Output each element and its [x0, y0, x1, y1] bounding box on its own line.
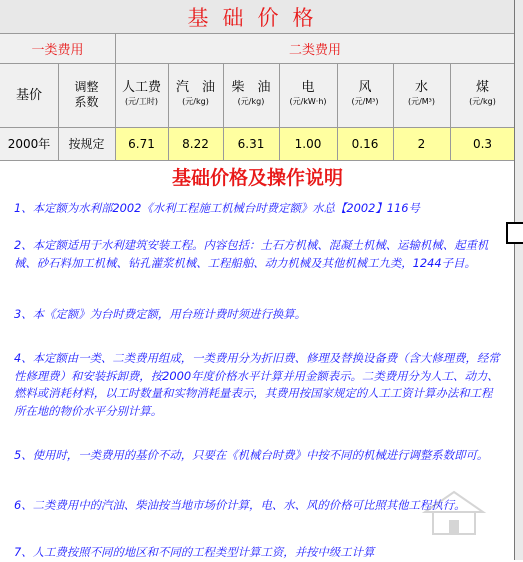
col-water-header[interactable]: [393, 63, 450, 127]
cell-selection-cursor[interactable]: [506, 222, 523, 244]
adjust-factor-header[interactable]: [58, 63, 115, 127]
col-coal-unit: (元/kg): [469, 97, 496, 106]
col-air-header[interactable]: [337, 63, 393, 127]
rule-cell[interactable]: 按规定: [58, 127, 115, 160]
grid-line: [450, 63, 451, 160]
value-diesel[interactable]: 6.31: [223, 127, 279, 160]
col-gasoline-header[interactable]: [168, 63, 223, 127]
grid-line: [0, 63, 515, 64]
year-cell[interactable]: 2000年: [0, 127, 58, 160]
grid-line: [223, 63, 224, 160]
col-air-name: 风: [358, 80, 372, 95]
col-electric-name: 电: [301, 80, 315, 95]
value-coal[interactable]: 0.3: [450, 127, 515, 160]
grid-line: [115, 33, 116, 160]
note-item-4[interactable]: 4、本定额由一类、二类费用组成，一类费用分为折旧费、修理及替换设备费（含大修理费，经常性修理费）和安装拆卸费，按2000年度价格水平计算并用金额表示。二类费用分为人工、动力、燃料或消耗材料，以工时数量和实物消耗量表示，其费用按国家规定的人工工资计算办法和工程所在地的物价水平分别计算。: [14, 351, 500, 418]
watermark-logo-icon: [417, 488, 491, 540]
grid-line: [0, 127, 515, 128]
col-labor-unit: (元/工时): [125, 97, 158, 106]
col-air-unit: (元/M³): [351, 97, 379, 106]
col-coal-name: 煤: [475, 80, 489, 95]
col-diesel-header[interactable]: [223, 63, 279, 127]
window-right-edge: [514, 0, 523, 560]
adjust-line1: 调整: [74, 80, 99, 94]
notes-title[interactable]: 基础价格及操作说明: [171, 167, 343, 189]
grid-line: [393, 63, 394, 160]
note-item-2[interactable]: 2、本定额适用于水利建筑安装工程。内容包括：土石方机械、混凝土机械、运输机械、起重机械、砂石料加工机械、钻孔灌浆机械、工程船舶、动力机械及其他机械工九类，1244子目。: [14, 238, 489, 270]
class1-header[interactable]: 一类费用: [0, 33, 115, 63]
adjust-line2: 系数: [74, 95, 99, 109]
value-water[interactable]: 2: [393, 127, 450, 160]
col-water-unit: (元/M³): [407, 97, 436, 106]
base-price-header[interactable]: 基价: [0, 63, 58, 127]
col-coal-header[interactable]: [450, 63, 515, 127]
col-labor-name: 人工费: [121, 80, 161, 95]
col-electric-unit: (元/kW·h): [289, 97, 327, 106]
col-electric-header[interactable]: [279, 63, 337, 127]
note-item-7[interactable]: 7、人工费按照不同的地区和不同的工程类型计算工资，并按中级工计算: [14, 545, 375, 559]
col-gasoline-name: 汽 油: [175, 80, 215, 95]
value-electric[interactable]: 1.00: [279, 127, 337, 160]
grid-line: [337, 63, 338, 160]
value-gasoline[interactable]: 8.22: [168, 127, 223, 160]
grid-line: [0, 33, 515, 34]
class2-header[interactable]: 二类费用: [115, 33, 515, 63]
note-item-6[interactable]: 6、二类费用中的汽油、柴油按当地市场价计算，电、水、风的价格可比照其他工程执行。: [14, 498, 466, 512]
grid-line: [279, 63, 280, 160]
grid-line: [58, 63, 59, 160]
grid-line: [168, 63, 169, 160]
value-labor[interactable]: 6.71: [115, 127, 168, 160]
col-labor-header[interactable]: [115, 63, 168, 127]
col-gasoline-unit: (元/kg): [182, 97, 209, 106]
col-water-name: 水: [414, 80, 428, 95]
note-item-5[interactable]: 5、使用时，一类费用的基价不动，只要在《机械台时费》中按不同的机械进行调整系数即可。: [14, 448, 489, 462]
note-item-3[interactable]: 3、本《定额》为台时费定额，用台班计费时须进行换算。: [14, 307, 307, 321]
value-air[interactable]: 0.16: [337, 127, 393, 160]
sheet-title[interactable]: 基础价格: [0, 0, 515, 33]
col-diesel-unit: (元/kg): [237, 97, 265, 106]
col-diesel-name: 柴 油: [231, 80, 271, 95]
note-item-1[interactable]: 1、本定额为水利部2002《水利工程施工机械台时费定额》水总【2002】116号: [14, 201, 420, 215]
